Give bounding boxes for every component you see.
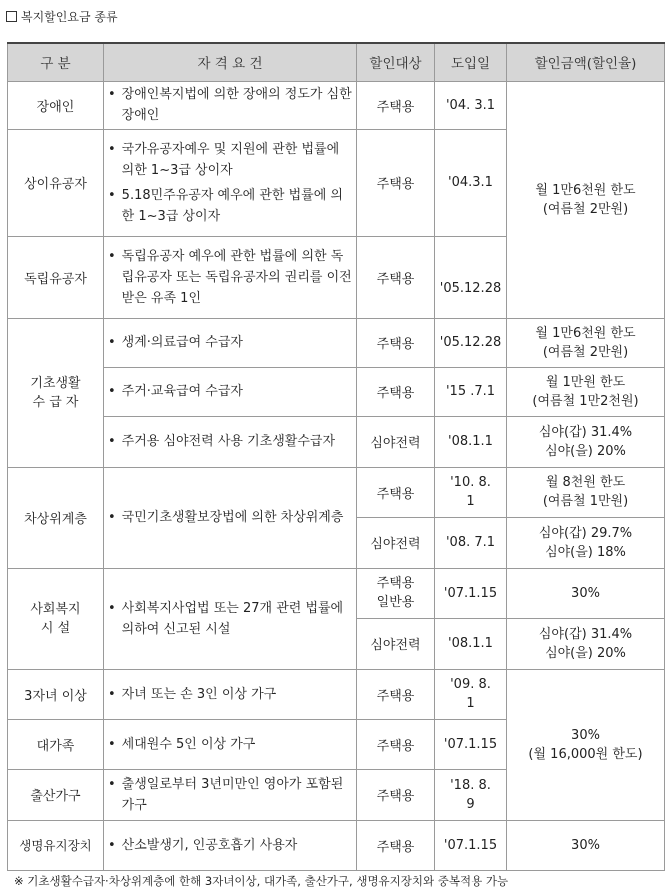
target-cell: 주택용 [357,236,435,318]
target-cell: 주택용 [357,719,435,769]
date-cell: '09. 8. 1 [435,669,507,719]
header-amount: 할인금액(할인율) [507,43,665,81]
target-cell: 주택용 [357,669,435,719]
qualification-cell: • 국가유공자예우 및 지원에 관한 법률에 의한 1~3급 상이자 • 5.18민주유공자 예우에 관한 법률에 의한 1~3급 상이자 [104,129,357,236]
amount-text: (월 16,000원 한도) [528,746,643,762]
table-row [8,669,665,719]
section-heading-text: 복지할인요금 종류 [21,10,118,24]
category-cell: 장애인 [8,81,104,129]
qualification-text: 국가유공자예우 및 지원에 관한 법률에 의한 1~3급 상이자 [121,141,340,178]
header-qualification: 자 격 요 건 [104,43,357,81]
amount-cell [507,618,665,669]
amount-cell [507,367,665,416]
date-cell: '07.1.15 [435,568,507,618]
qualification-text: 독립유공자 예우에 관한 법률에 의한 독립유공자 또는 독립유공자의 권리를 이전받은 유족 1인 [121,248,352,306]
date-cell: '07.1.15 [435,820,507,870]
date-cell: '05.12.28 [435,236,507,318]
category-cell: 독립유공자 [8,236,104,318]
amount-cell: 30% [507,568,665,618]
category-text: 시 설 [40,620,71,636]
category-cell: 생명유지장치 [8,820,104,870]
qualification-text: 세대원수 5인 이상 가구 [121,736,256,752]
qualification-text: 주거용 심야전력 사용 기초생활수급자 [121,434,335,449]
amount-text: 심야(갑) 31.4% [538,626,633,642]
qualification-cell: • 생계·의료급여 수급자 [104,318,357,367]
qualification-cell: • 출생일로부터 3년미만인 영아가 포함된 가구 [104,769,357,820]
qualification-text: 출생일로부터 3년미만인 영아가 포함된 가구 [121,776,344,813]
qualification-text: 국민기초생활보장법에 의한 차상위계층 [121,510,344,525]
date-cell: '08.1.1 [435,416,507,467]
date-cell: '08.1.1 [435,618,507,669]
qualification-cell: • 주거·교육급여 수급자 [104,367,357,416]
table-row [8,416,665,467]
section-heading [6,8,118,25]
amount-text: 월 8천원 한도 [545,475,626,490]
date-cell: '04. 3.1 [435,81,507,129]
amount-text: 심야(갑) 31.4% [538,424,633,440]
checkbox-square-icon [6,11,17,22]
category-text: 기초생활 [30,375,81,391]
category-text: 수 급 자 [32,394,79,410]
target-text: 주택용 [376,576,415,591]
amount-text: 심야(을) 20% [545,645,626,661]
qualification-text: 주거·교육급여 수급자 [121,384,243,399]
amount-text: 심야(을) 20% [545,443,626,459]
category-cell: 3자녀 이상 [8,669,104,719]
target-cell: 심야전력 [357,618,435,669]
amount-text: (여름철 1만원) [542,494,629,509]
target-cell: 주택용 [357,318,435,367]
target-cell: 주택용 [357,769,435,820]
qualification-cell: • 산소발생기, 인공호흡기 사용자 [104,820,357,870]
amount-text: (여름철 1만2천원) [532,393,639,409]
qualification-text: 생계·의료급여 수급자 [121,335,243,350]
table-row [8,467,665,517]
category-cell [8,568,104,669]
amount-text: 심야(을) 18% [545,544,626,560]
date-cell: '08. 7.1 [435,517,507,568]
category-cell: 상이유공자 [8,129,104,236]
category-cell: 출산가구 [8,769,104,820]
qualification-text: 산소발생기, 인공호흡기 사용자 [121,837,298,853]
qualification-cell: • 주거용 심야전력 사용 기초생활수급자 [104,416,357,467]
date-cell: '15 .7.1 [435,367,507,416]
qualification-text: 장애인복지법에 의한 장애의 정도가 심한 장애인 [121,87,352,123]
table-row [8,568,665,618]
table-row [8,367,665,416]
amount-cell [507,669,665,820]
qualification-cell: • 자녀 또는 손 3인 이상 가구 [104,669,357,719]
qualification-cell: • 세대원수 5인 이상 가구 [104,719,357,769]
amount-cell [507,517,665,568]
amount-text: 월 1만6천원 한도 [535,182,636,198]
qualification-cell: • 국민기초생활보장법에 의한 차상위계층 [104,467,357,568]
amount-text: 월 1만6천원 한도 [535,325,636,341]
table-row [8,318,665,367]
amount-text: 월 1만원 한도 [545,374,626,390]
amount-cell [507,318,665,367]
target-cell: 주택용 [357,129,435,236]
date-cell: '10. 8. 1 [435,467,507,517]
target-cell: 심야전력 [357,416,435,467]
amount-text: (여름철 2만원) [542,344,629,360]
footnote: ※ 기초생활수급자·차상위계층에 한해 3자녀이상, 대가족, 출산가구, 생명유지장치와 중복적용 가능 [14,874,509,888]
discount-table [7,42,665,871]
qualification-text: 자녀 또는 손 3인 이상 가구 [121,686,277,702]
qualification-cell: • 사회복지사업법 또는 27개 관련 법률에 의하여 신고된 시설 [104,568,357,669]
target-cell: 주택용 [357,367,435,416]
target-text: 일반용 [376,595,415,610]
date-cell: '04.3.1 [435,129,507,236]
table-row [8,820,665,870]
header-introduced: 도입일 [435,43,507,81]
amount-text: 30% [571,727,600,743]
table-row [8,81,665,129]
amount-cell [507,416,665,467]
category-cell [8,318,104,467]
date-cell: '05.12.28 [435,318,507,367]
target-cell: 주택용 [357,467,435,517]
amount-cell: 30% [507,820,665,870]
amount-cell [507,467,665,517]
category-text: 사회복지 [30,601,81,617]
amount-text: (여름철 2만원) [542,201,629,217]
table-header-row [8,43,665,81]
amount-text: 심야(갑) 29.7% [538,525,633,541]
category-cell: 대가족 [8,719,104,769]
qualification-text: 5.18민주유공자 예우에 관한 법률에 의한 1~3급 상이자 [121,187,343,224]
date-cell: '18. 8. 9 [435,769,507,820]
category-cell: 차상위계층 [8,467,104,568]
target-cell: 주택용 [357,81,435,129]
target-cell [357,568,435,618]
qualification-cell: • 독립유공자 예우에 관한 법률에 의한 독립유공자 또는 독립유공자의 권리를 이전받은 유족 1인 [104,236,357,318]
target-cell: 심야전력 [357,517,435,568]
header-target: 할인대상 [357,43,435,81]
date-cell: '07.1.15 [435,719,507,769]
target-cell: 주택용 [357,820,435,870]
amount-cell [507,81,665,318]
header-category: 구 분 [8,43,104,81]
qualification-cell: • 장애인복지법에 의한 장애의 정도가 심한 장애인 [104,81,357,129]
qualification-text: 사회복지사업법 또는 27개 관련 법률에 의하여 신고된 시설 [121,600,344,637]
